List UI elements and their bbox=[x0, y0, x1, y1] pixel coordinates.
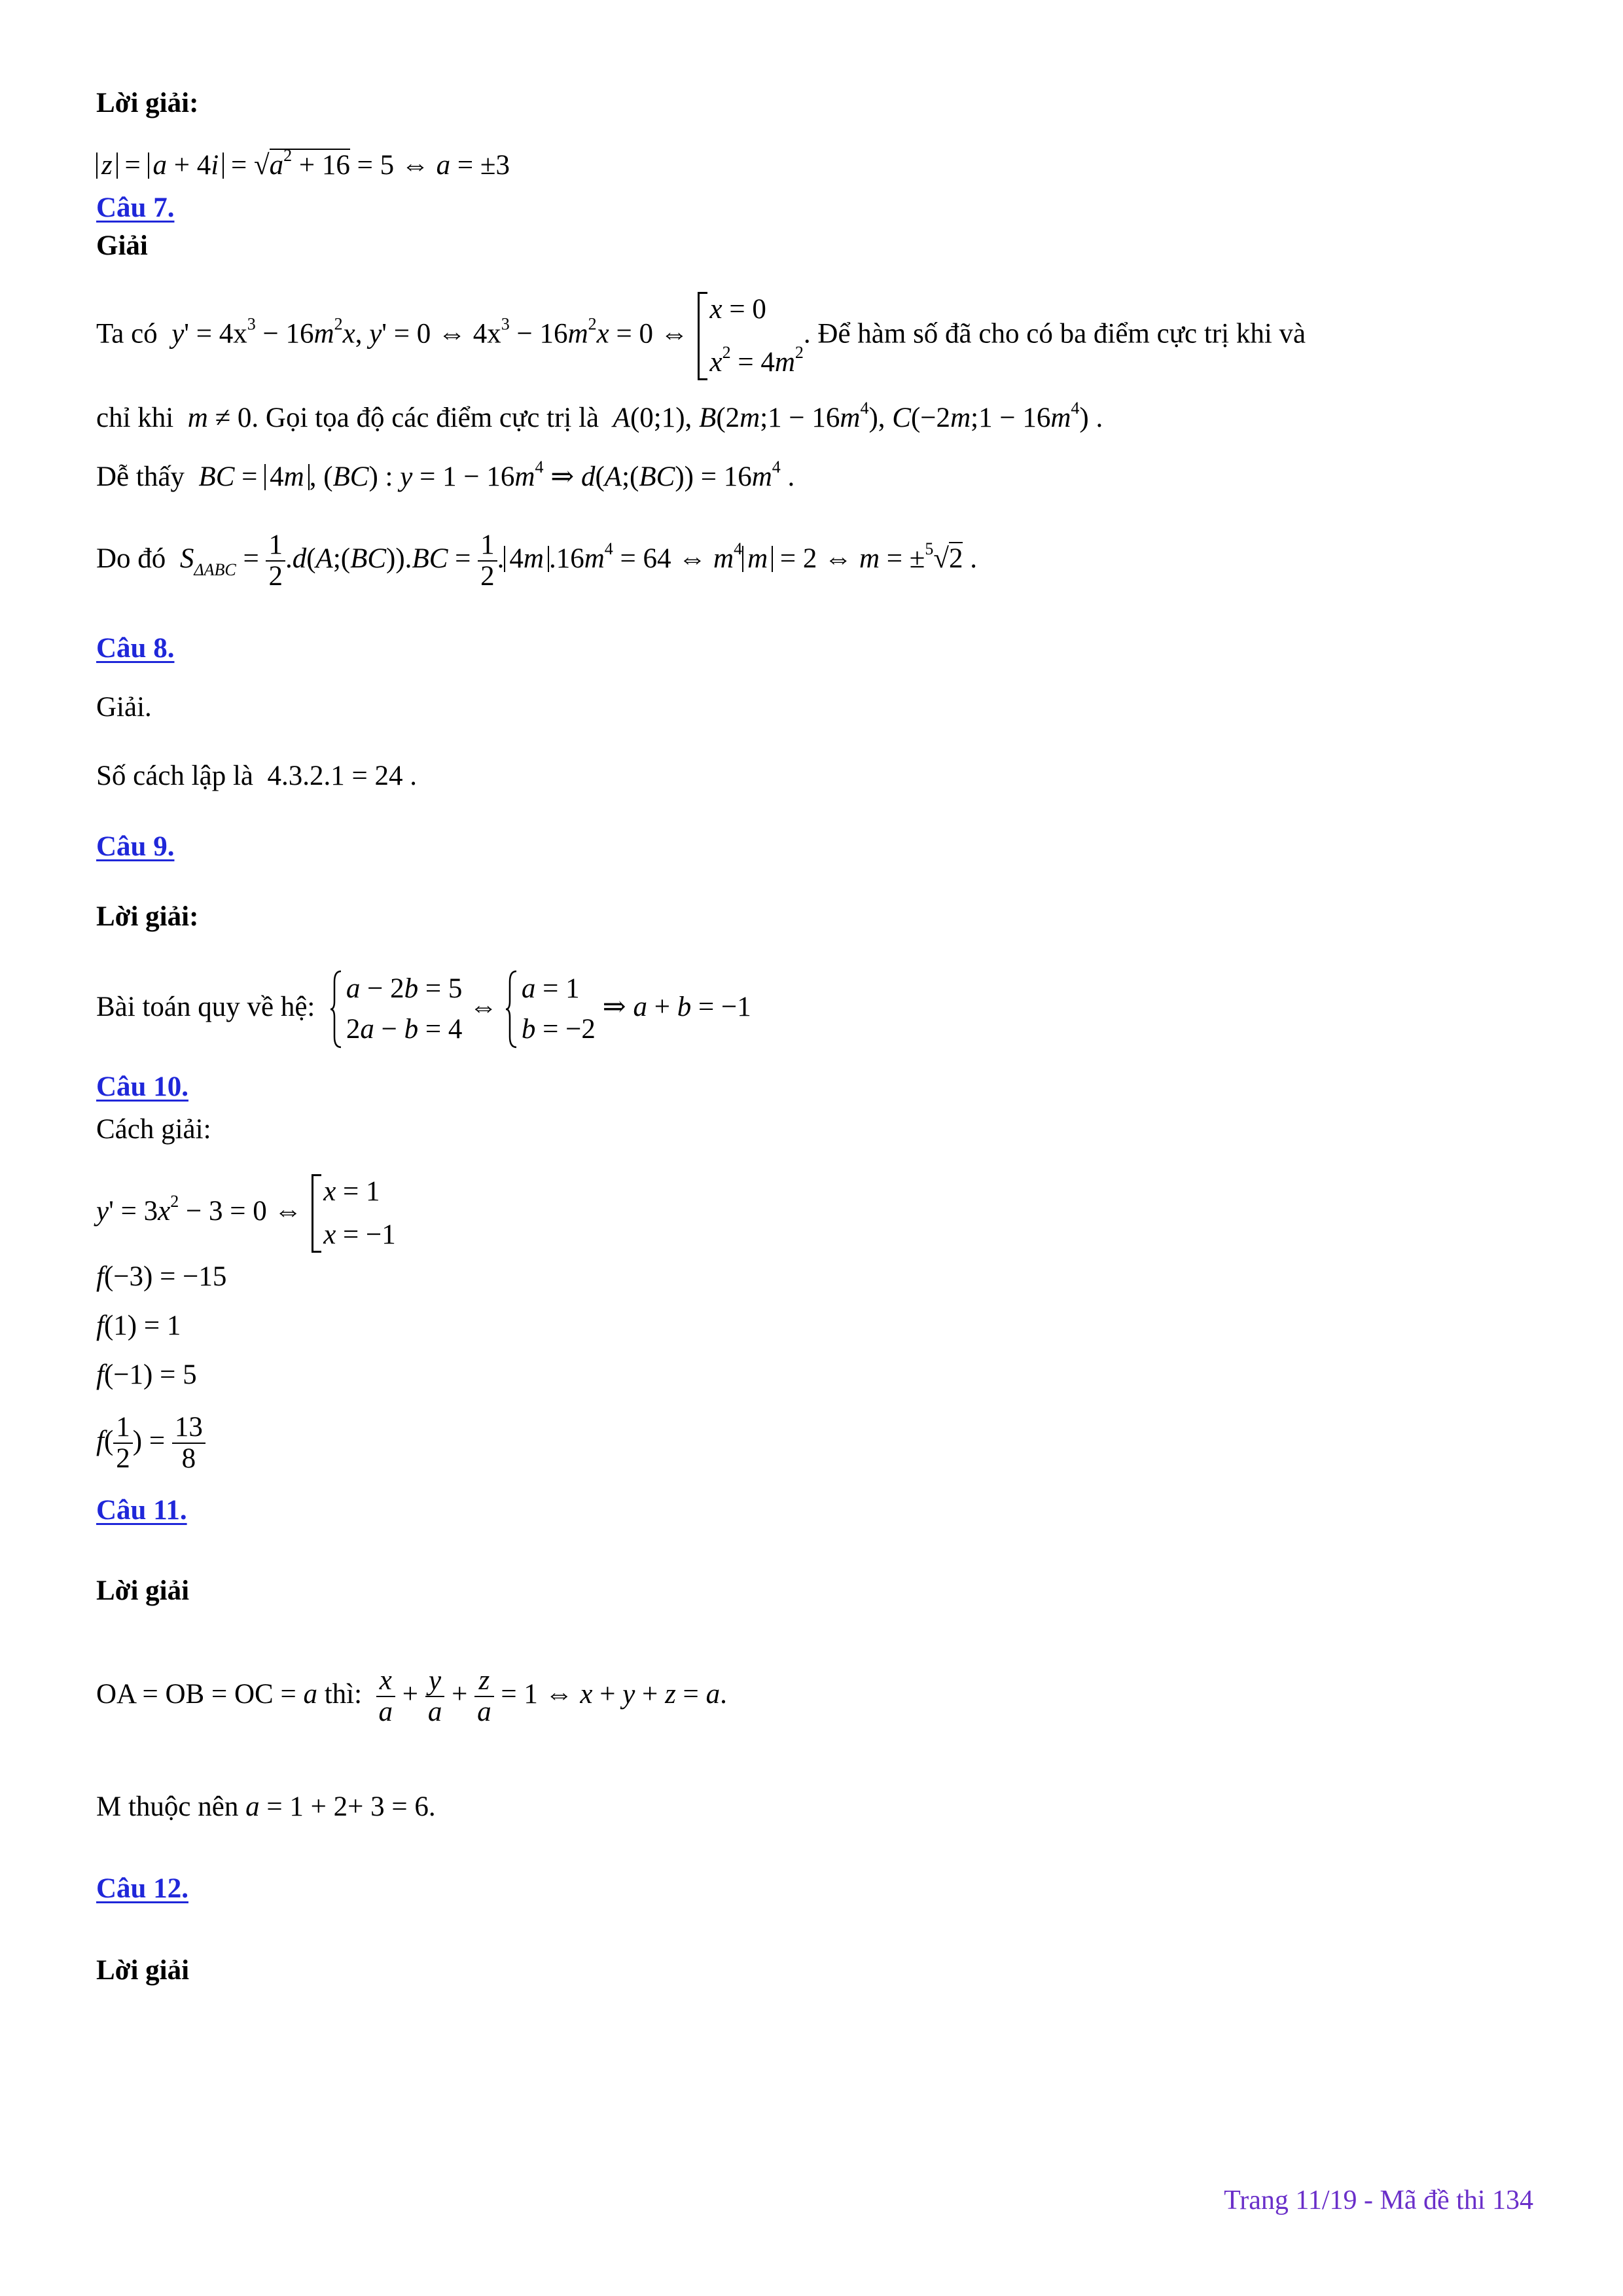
solution-label: Lời giải bbox=[96, 1575, 190, 1606]
solution-label: Giải. bbox=[96, 692, 152, 723]
solution-line-distance: Dễ thấy BC = 4m , (BC) : $y = 1 - 16m^4$ ⇒ d(A;(BC)) = $16m^4$ . bbox=[96, 457, 795, 492]
value-f-1: f(1) = 1 bbox=[96, 1310, 181, 1341]
solution-line-area: Do đó $S_{\Delta ABC}$ = $\frac{1}{2}$ .d(A;(BC)).BC = $\frac{1}{2}$ . 4m $.16m^4 = 64$ ⇔ $m^4$ m = 2 ⇔ m = ±$^5$√2 . bbox=[96, 529, 977, 592]
solution-label: Cách giải: bbox=[96, 1114, 211, 1145]
solution-line-count: Số cách lập là 4.3.2.1 = 24 . bbox=[96, 761, 418, 791]
value-f-neg3: f(−3) = −15 bbox=[96, 1261, 227, 1292]
solution-label: Lời giải: bbox=[96, 88, 199, 118]
solution-label: Lời giải: bbox=[96, 901, 199, 932]
page-footer: Trang 11/19 - Mã đề thi 134 bbox=[1224, 2185, 1533, 2215]
question-heading-10[interactable]: Câu 10. bbox=[96, 1071, 188, 1102]
solution-line-derivative: $y' = 3x^2 - 3 = 0$ ⇔ x = 1 x = −1 bbox=[96, 1170, 396, 1257]
value-f-neg1: f(−1) = 5 bbox=[96, 1359, 197, 1390]
question-heading-8[interactable]: Câu 8. bbox=[96, 633, 175, 664]
solution-line-extrema: chỉ khi m ≠ 0. Gọi tọa độ các điểm cực trị là A(0;1), B(2m;1 − $16m^4$), C(−2m;1 − $16m^4$) . bbox=[96, 399, 1103, 433]
solution-line-system: Bài toán quy về hệ: a − 2b = 5 2a − b = 4 ⇔ a = 1 b = −2 ⇒ a + b = −1 bbox=[96, 969, 751, 1050]
equation-modulus: $z = a + 4i = √a^2 + 16 = 5$ ⇔ a = ±3 bbox=[96, 139, 510, 183]
question-heading-12[interactable]: Câu 12. bbox=[96, 1873, 188, 1904]
solution-line-sum: M thuộc nên a = 1 + 2+ 3 = 6. bbox=[96, 1791, 436, 1822]
value-f-half: f( $\frac{1}{2}$ ) = $\frac{13}{8}$ bbox=[96, 1412, 205, 1474]
solution-line-derivative: Ta có $y' = 4x^3 - 16m^2x$, y' = 0 ⇔ $4x^3 - 16m^2x = 0$ ⇔ x = 0 $x^2 = 4m^2$. Để hàm số đã cho có ba điểm cực trị khi và bbox=[96, 288, 1306, 384]
solution-label: Lời giải bbox=[96, 1955, 190, 1986]
question-heading-11[interactable]: Câu 11. bbox=[96, 1495, 187, 1526]
solution-label: Giải bbox=[96, 230, 148, 261]
question-heading-7[interactable]: Câu 7. bbox=[96, 192, 175, 223]
solution-line-plane: OA = OB = OC = a thì: $\frac{x}{a}$ + $\frac{y}{a}$ + $\frac{z}{a}$ = 1 ⇔ x + y + z = a. bbox=[96, 1665, 727, 1727]
question-heading-9[interactable]: Câu 9. bbox=[96, 831, 175, 862]
